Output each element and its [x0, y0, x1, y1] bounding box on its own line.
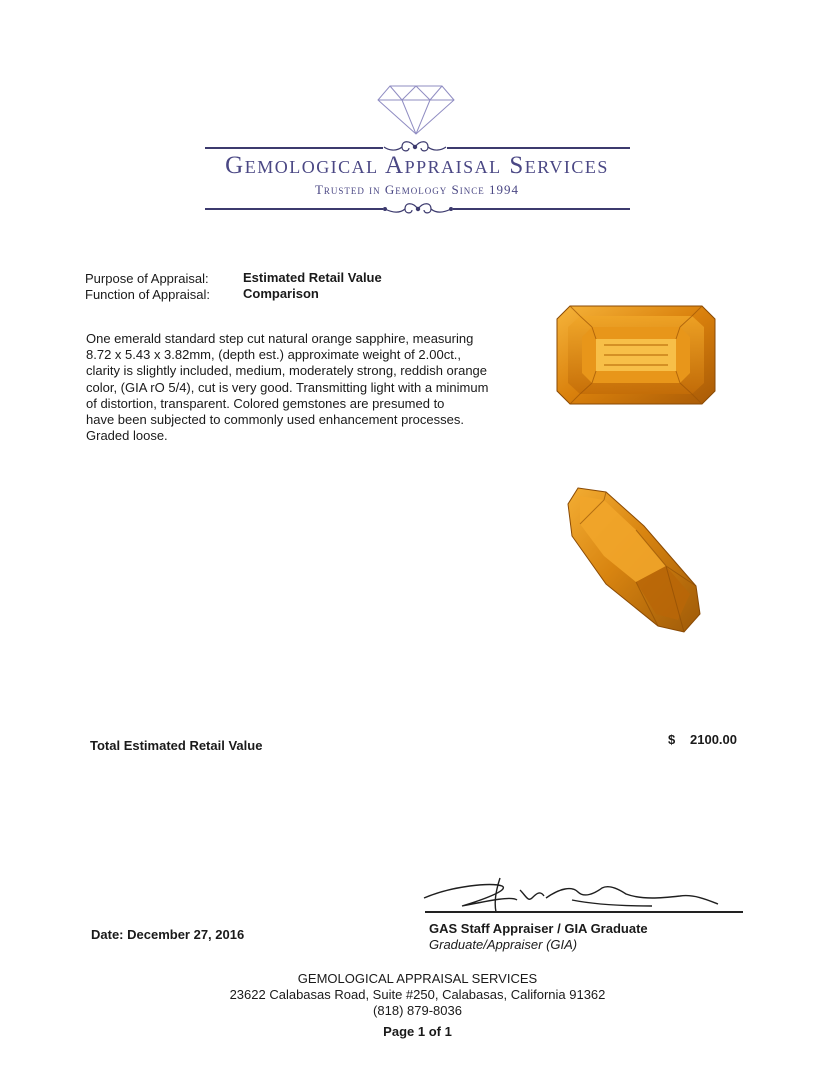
function-value: Comparison: [243, 286, 319, 301]
description-line: color, (GIA rO 5/4), cut is very good. Transmitting light with a minimum: [86, 379, 489, 395]
top-rule-left: [205, 147, 383, 149]
description-line: clarity is slightly included, medium, moderately strong, reddish orange: [86, 363, 488, 379]
total-currency: $: [668, 732, 676, 747]
diamond-icon: [376, 84, 456, 136]
appraisal-date: Date: December 27, 2016: [91, 927, 245, 942]
description-line: One emerald standard step cut natural orange sapphire, measuring: [86, 331, 474, 346]
gem-photo-top-view: [556, 305, 716, 405]
description-line: of distortion, transparent. Colored gemstones are presumed to: [86, 395, 445, 411]
footer-company: GEMOLOGICAL APPRAISAL SERVICES: [297, 971, 538, 986]
footer-page-number: Page 1 of 1: [383, 1024, 452, 1039]
bottom-rule-right: [453, 208, 630, 210]
bottom-rule-left: [205, 208, 383, 210]
signature-scribble-icon: [422, 876, 722, 916]
signer-name: GAS Staff Appraiser / GIA Graduate: [429, 921, 648, 936]
footer-phone: (818) 879-8036: [373, 1003, 462, 1018]
description-line: have been subjected to commonly used enhancement processes.: [86, 412, 464, 428]
purpose-value: Estimated Retail Value: [243, 270, 382, 285]
total-label: Total Estimated Retail Value: [90, 738, 263, 753]
company-tagline: Trusted in Gemology Since 1994: [314, 182, 520, 197]
total-amount: 2100.00: [690, 732, 737, 747]
bottom-flourish-icon: [381, 200, 455, 218]
gem-description: [86, 331, 516, 444]
signature-line: [425, 911, 743, 913]
company-name: Gemological Appraisal Services: [225, 152, 609, 179]
purpose-label: Purpose of Appraisal:: [85, 271, 209, 286]
signer-title: Graduate/Appraiser (GIA): [429, 937, 578, 952]
function-label: Function of Appraisal:: [85, 287, 211, 302]
gem-photo-side-view: [566, 486, 706, 634]
top-rule-right: [447, 147, 630, 149]
description-line: 8.72 x 5.43 x 3.82mm, (depth est.) approximate weight of 2.00ct.,: [86, 347, 462, 363]
footer-address: 23622 Calabasas Road, Suite #250, Calabasas, California 91362: [229, 987, 606, 1002]
description-line: Graded loose.: [86, 428, 168, 444]
